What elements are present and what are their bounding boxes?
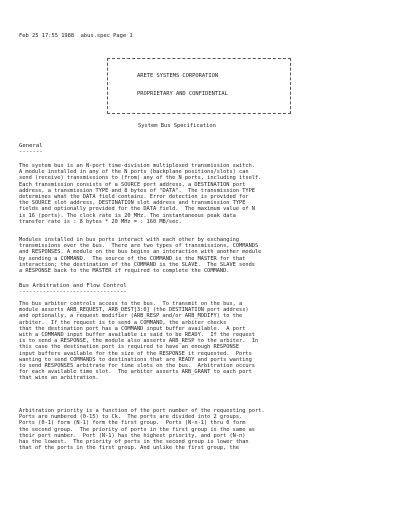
- section-heading-arbitration: Bus Arbitration and Flow Control: [19, 283, 127, 289]
- paragraph-line: that the destination port has a COMMAND input buffer available. A port: [19, 325, 246, 332]
- paragraph-line: and RESPONSES. A module on the bus begins an interaction with another module: [19, 249, 262, 256]
- paragraph-line: Modules installed in bus ports interact with each other by exchanging: [19, 237, 240, 243]
- section-heading-general: General: [19, 143, 43, 149]
- paragraph-line: Arbitration priority is a function of the port number of the requesting port.: [19, 408, 265, 414]
- paragraph-line: is to send a RESPONSE, the module also asserts ARB_RESP to the arbiter. In: [19, 338, 259, 345]
- paragraph-line: determines what the DATA field contains. Error detection is provided for: [19, 194, 249, 201]
- paragraph-line: the second group. The priority of ports in the first group is the same as: [19, 426, 255, 433]
- paragraph-line: and optionally, a request modifier (ARB_RESP and/or ARB_MODIFY) to the: [19, 313, 243, 320]
- paragraph-arbitration-2: [19, 408, 265, 451]
- paragraph-line: transmissions over the bus. There are two types of transmissions, COMMANDS: [19, 243, 259, 250]
- confidentiality-notice: PROPRIETARY AND CONFIDENTIAL: [137, 91, 228, 97]
- paragraph-line: module asserts ARB_REQUEST, ARB_DEST[3:0] (the DESTINATION port address): [19, 307, 249, 314]
- paragraph-line: Each transmission consists of a SOURCE port address, a DESTINATION port: [19, 181, 246, 188]
- paragraph-line: Ports are numbered (0-15) to Ck. The ports are divided into 2 groups.: [19, 414, 243, 421]
- paragraph-general-2: [19, 237, 261, 274]
- paragraph-line: wanting to send COMMANDS to destinations that are READY and ports wanting: [19, 356, 252, 363]
- paragraph-line: that wins an arbitration.: [19, 375, 99, 382]
- paragraph-line: arbiter. If the request is to send a COMMAND, the arbiter checks: [19, 319, 227, 326]
- paragraph-line: A module installed in any of the N ports (backplane positions/slots) can: [19, 169, 249, 176]
- paragraph-line: a RESPONSE back to the MASTER if required to complete the COMMAND.: [19, 268, 230, 275]
- paragraph-line: transfer rate is : 8 bytes * 20 MHz = : 160 MB/sec.: [19, 218, 182, 225]
- paragraph-line: by sending a COMMAND. The source of the COMMAND is the MASTER for that: [19, 255, 246, 262]
- paragraph-line: with a COMMAND input buffer available is said to be READY. If the request: [19, 332, 255, 339]
- paragraph-line: their port number. Port (N-1) has the highest priority, and port (N-n): [19, 432, 246, 439]
- paragraph-line: The bus arbiter controls access to the bus. To transmit on the bus, a: [19, 301, 243, 307]
- paragraph-line: interaction; the destination of the COMMAND is the SLAVE. The SLAVE sends: [19, 261, 255, 268]
- section-underline-arbitration: --------------------------------: [19, 289, 127, 295]
- paragraph-line: The system bus is an N-port time-division multiplexed transmission switch.: [19, 163, 255, 169]
- title-box: [107, 58, 291, 114]
- paragraph-arbitration-1: [19, 301, 258, 382]
- paragraph-line: has the lowest. The priority of ports in the second group is lower than: [19, 439, 249, 446]
- paragraph-line: is 16 (ports). The clock rate is 20 MHz. The instantaneous peak data: [19, 212, 236, 219]
- paragraph-line: this case the destination port is required to have an enough RESPONSE: [19, 344, 240, 351]
- section-underline-general: -------: [19, 149, 43, 155]
- paragraph-line: for each available time slot. The arbiter asserts ARB_GRANT to each port: [19, 369, 252, 376]
- paragraph-line: the SOURCE slot address, DESTINATION slot address and transmission TYPE: [19, 200, 246, 207]
- paragraph-line: address, a transmission TYPE and 8 bytes of "DATA". The transmission TYPE: [19, 187, 255, 194]
- paragraph-line: Ports (0-1) form (N-1) form the first group. Ports (N-n-1) thru 0 form: [19, 420, 246, 427]
- document-title: System Bus Specification: [138, 123, 216, 129]
- paragraph-line: send (receive) transmissions to (from) any of the N ports, including itself.: [19, 175, 262, 182]
- company-name: ARETE SYSTEMS CORPORATION: [137, 73, 219, 79]
- paragraph-line: fields and optionally provided for the DATA field. The maximum value of N: [19, 206, 255, 213]
- paragraph-line: that of the ports in the first group. And unlike the first group, the: [19, 445, 240, 452]
- paragraph-general-1: [19, 163, 261, 225]
- paragraph-line: input buffers available for the size of the RESPONSE it requested. Ports: [19, 350, 252, 357]
- paragraph-line: to send RESPONSES arbitrate for time slots on the bus. Arbitration occurs: [19, 363, 255, 370]
- page-header: Feb 25 17:55 1988 abus.spec Page 1: [19, 33, 133, 39]
